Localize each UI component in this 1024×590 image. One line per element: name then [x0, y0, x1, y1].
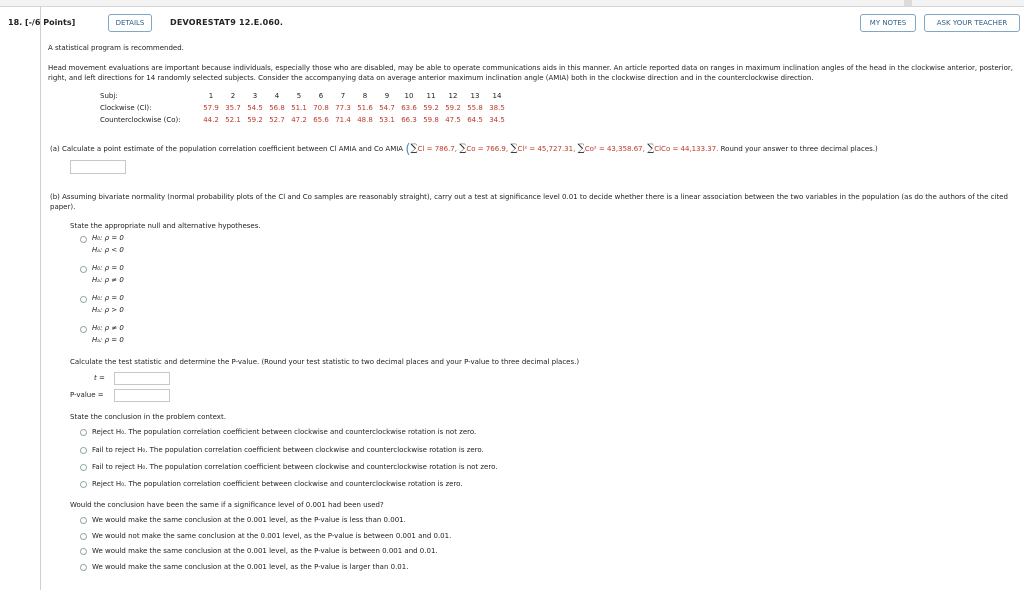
cell-subjects-10: 10	[404, 92, 414, 100]
cell-clockwise-14: 38.5	[489, 104, 505, 112]
cell-subjects-9: 9	[384, 92, 390, 100]
cell-subjects-13: 13	[470, 92, 480, 100]
details-button[interactable]: DETAILS	[108, 14, 152, 32]
collapse-toggle[interactable]	[904, 0, 912, 6]
part-a-prefix: (a) Calculate a point estimate of the population correlation coefficient between Cl AMIA and Co AMIA	[50, 145, 404, 153]
hypothesis-ha-3: Hₐ: ρ > 0	[92, 306, 124, 314]
clockwise-label: Clockwise (Cl):	[100, 104, 152, 112]
sum-co-sq: Co² = 43,358.67,	[584, 145, 645, 153]
test-statistic-prompt: Calculate the test statistic and determine the P-value. (Round your test statistic to two decimal places and your P-value to three decimal places.)	[70, 358, 580, 366]
significance-option-3: We would make the same conclusion at the 0.001 level, as the P-value is between 0.001 and 0.01.	[92, 547, 438, 555]
significance-radio-3[interactable]	[80, 548, 87, 555]
my-notes-button[interactable]: MY NOTES	[860, 14, 916, 32]
cell-counter-10: 66.3	[401, 116, 417, 124]
conclusion-option-3: Fail to reject H₀. The population correlation coefficient between clockwise and counterclockwise rotation is not zero.	[92, 463, 498, 471]
cell-counter-2: 52.1	[225, 116, 241, 124]
sigma-icon: ∑	[410, 143, 418, 154]
cell-clockwise-1: 57.9	[203, 104, 219, 112]
cell-counter-14: 34.5	[489, 116, 505, 124]
cell-counter-7: 71.4	[335, 116, 351, 124]
cell-counter-6: 65.6	[313, 116, 329, 124]
cell-counter-9: 53.1	[379, 116, 395, 124]
cell-subjects-3: 3	[252, 92, 258, 100]
sum-clco: ClCo = 44,133.37.	[654, 145, 719, 153]
counter-label: Counterclockwise (Co):	[100, 116, 181, 124]
conclusion-radio-4[interactable]	[80, 481, 87, 488]
cell-counter-3: 59.2	[247, 116, 263, 124]
part-a-prompt: (a) Calculate a point estimate of the population correlation coefficient between Cl AMIA and Co AMIA (∑Cl = 786.7, ∑Co = 766.9, ∑Cl² = 45,727.31, ∑Co² = 43,358.67, ∑ClCo = 44,133.37. Round your answer to three decimal places.)	[50, 142, 878, 157]
cell-subjects-12: 12	[448, 92, 458, 100]
sum-cl: Cl = 786.7,	[417, 145, 457, 153]
cell-clockwise-9: 54.7	[379, 104, 395, 112]
cell-clockwise-13: 55.8	[467, 104, 483, 112]
hypothesis-radio-1[interactable]	[80, 236, 87, 243]
p-value-label: P-value =	[70, 391, 104, 399]
sum-co: Co = 766.9,	[466, 145, 509, 153]
correlation-answer-input[interactable]	[70, 160, 126, 174]
cell-subjects-14: 14	[492, 92, 502, 100]
cell-counter-5: 47.2	[291, 116, 307, 124]
hypothesis-h0-3: H₀: ρ = 0	[92, 294, 124, 302]
hypothesis-ha-2: Hₐ: ρ ≠ 0	[92, 276, 124, 284]
cell-clockwise-10: 63.6	[401, 104, 417, 112]
question-number: 18. [-/6 Points]	[8, 18, 76, 27]
sigma-icon: ∑	[647, 143, 655, 154]
significance-radio-2[interactable]	[80, 533, 87, 540]
cell-clockwise-3: 54.5	[247, 104, 263, 112]
counter-cells	[200, 116, 508, 124]
subject-cells	[200, 92, 508, 100]
subject-label: Subj:	[100, 92, 118, 100]
conclusion-radio-3[interactable]	[80, 464, 87, 471]
conclusion-radio-2[interactable]	[80, 447, 87, 454]
cell-subjects-5: 5	[296, 92, 302, 100]
hypothesis-h0-1: H₀: ρ = 0	[92, 234, 124, 242]
cell-subjects-11: 11	[426, 92, 436, 100]
top-toolbar-strip	[0, 0, 1024, 7]
p-value-input[interactable]	[114, 389, 170, 402]
cell-subjects-6: 6	[318, 92, 324, 100]
sigma-icon: ∑	[510, 143, 518, 154]
sum-cl-sq: Cl² = 45,727.31,	[517, 145, 576, 153]
conclusion-radio-1[interactable]	[80, 429, 87, 436]
problem-paragraph: Head movement evaluations are important because individuals, especially those who are disabled, may be able to operate communications aids in this manner. An article reported data on ranges in maximum inclination angles of the head in the clockwise anterior, posterior, right, and left directions for 14 randomly selected subjects. Consider the accompanying data on average anterior maximum inclination angle (AMIA) both in the clockwise direction and in the counterclockwise direction.	[48, 64, 1013, 82]
cell-clockwise-5: 51.1	[291, 104, 307, 112]
hypotheses-label: State the appropriate null and alternative hypotheses.	[70, 222, 261, 230]
problem-code: DEVORESTAT9 12.E.060.	[170, 18, 284, 27]
part-b-prompt: (b) Assuming bivariate normality (normal probability plots of the Cl and Co samples are reasonably straight), carry out a test at significance level 0.01 to decide whether there is a linear association between the two variables in the population (as do the authors of the cited paper).	[50, 193, 1008, 211]
significance-radio-4[interactable]	[80, 564, 87, 571]
hypothesis-radio-3[interactable]	[80, 296, 87, 303]
cell-clockwise-12: 59.2	[445, 104, 461, 112]
t-statistic-input[interactable]	[114, 372, 170, 385]
conclusion-label: State the conclusion in the problem context.	[70, 413, 226, 421]
cell-clockwise-11: 59.2	[423, 104, 439, 112]
cell-counter-13: 64.5	[467, 116, 483, 124]
cell-subjects-7: 7	[340, 92, 346, 100]
ask-teacher-button[interactable]: ASK YOUR TEACHER	[924, 14, 1020, 32]
cell-clockwise-6: 70.8	[313, 104, 329, 112]
intro-text: A statistical program is recommended.	[48, 44, 184, 52]
clockwise-cells	[200, 104, 508, 112]
hypothesis-radio-4[interactable]	[80, 326, 87, 333]
cell-counter-1: 44.2	[203, 116, 219, 124]
t-label: t =	[94, 374, 105, 382]
question-header	[0, 10, 1024, 36]
cell-subjects-4: 4	[274, 92, 280, 100]
significance-option-1: We would make the same conclusion at the 0.001 level, as the P-value is less than 0.001.	[92, 516, 406, 524]
cell-subjects-2: 2	[230, 92, 236, 100]
significance-question: Would the conclusion have been the same if a significance level of 0.001 had been used?	[70, 501, 384, 509]
cell-subjects-1: 1	[208, 92, 214, 100]
cell-counter-4: 52.7	[269, 116, 285, 124]
cell-counter-12: 47.5	[445, 116, 461, 124]
hypothesis-ha-4: Hₐ: ρ = 0	[92, 336, 124, 344]
significance-option-4: We would make the same conclusion at the 0.001 level, as the P-value is larger than 0.01.	[92, 563, 409, 571]
cell-counter-8: 48.8	[357, 116, 373, 124]
cell-clockwise-8: 51.6	[357, 104, 373, 112]
sigma-icon: ∑	[577, 143, 585, 154]
question-divider	[40, 6, 41, 590]
sigma-icon: ∑	[459, 143, 467, 154]
cell-counter-11: 59.8	[423, 116, 439, 124]
hypothesis-h0-2: H₀: ρ = 0	[92, 264, 124, 272]
significance-option-2: We would not make the same conclusion at the 0.001 level, as the P-value is between 0.001 and 0.01.	[92, 532, 452, 540]
hypothesis-h0-4: H₀: ρ ≠ 0	[92, 324, 124, 332]
cell-clockwise-7: 77.3	[335, 104, 351, 112]
cell-clockwise-4: 56.8	[269, 104, 285, 112]
hypothesis-ha-1: Hₐ: ρ < 0	[92, 246, 124, 254]
conclusion-option-1: Reject H₀. The population correlation coefficient between clockwise and counterclockwise rotation is not zero.	[92, 428, 477, 436]
significance-radio-1[interactable]	[80, 517, 87, 524]
conclusion-option-2: Fail to reject H₀. The population correlation coefficient between clockwise and counterclockwise rotation is zero.	[92, 446, 484, 454]
cell-clockwise-2: 35.7	[225, 104, 241, 112]
conclusion-option-4: Reject H₀. The population correlation coefficient between clockwise and counterclockwise rotation is zero.	[92, 480, 463, 488]
hypothesis-radio-2[interactable]	[80, 266, 87, 273]
part-a-suffix: Round your answer to three decimal places.)	[720, 145, 878, 153]
cell-subjects-8: 8	[362, 92, 368, 100]
